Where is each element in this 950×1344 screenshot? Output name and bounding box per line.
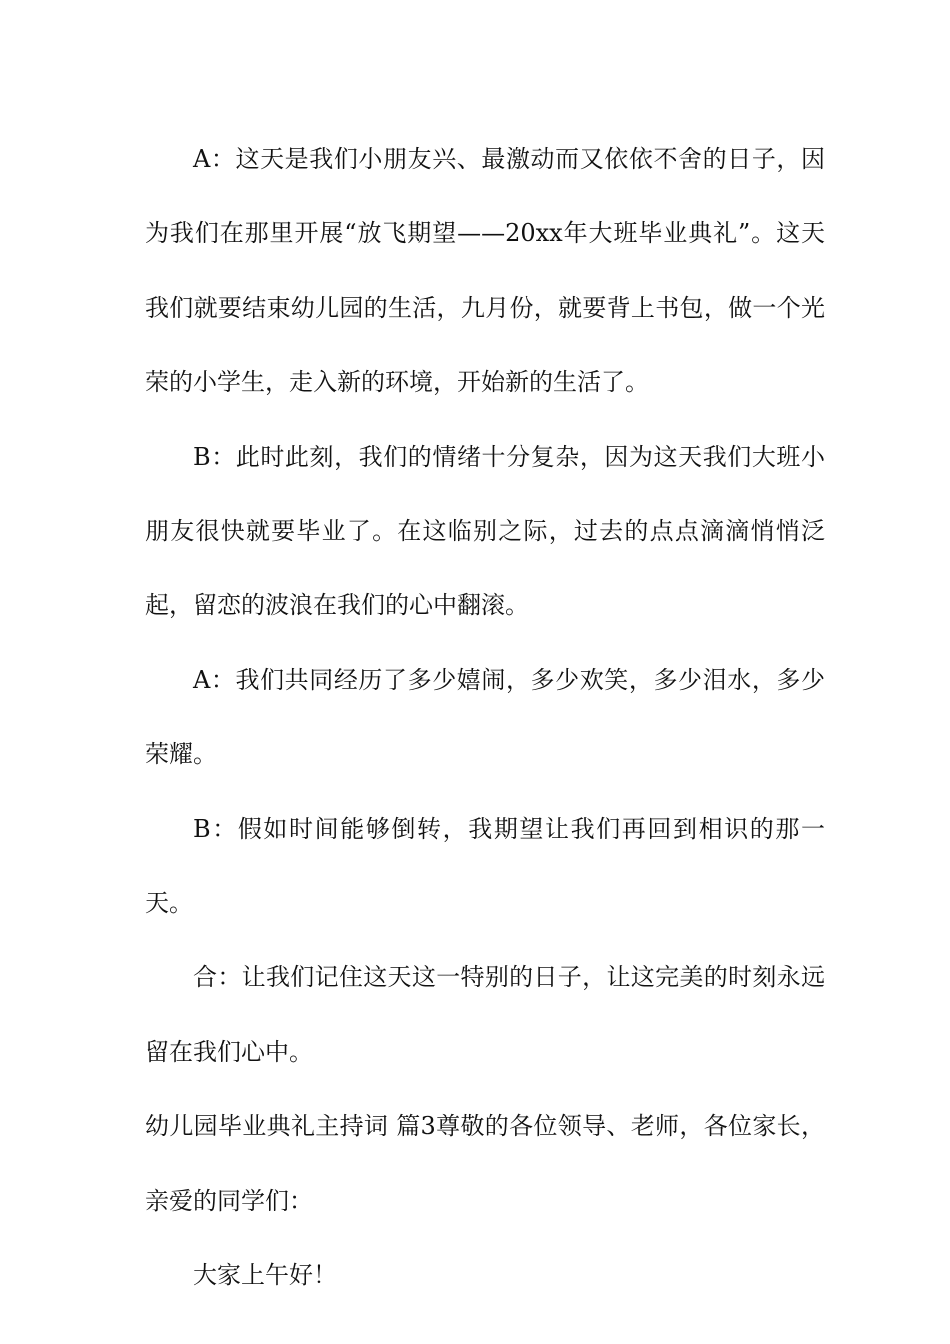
document-body [145,122,825,1313]
paragraph-host-b-feelings: B：此时此刻，我们的情绪十分复杂，因为这天我们大班小朋友很快就要毕业了。在这临别之际，过去的点点滴滴悄悄泛起，留恋的波浪在我们的心中翻滚。 [145,442,825,620]
paragraph-greeting: 大家上午好！ [193,1261,337,1290]
paragraph-host-a-opening: A：这天是我们小朋友兴、最激动而又依依不舍的日子，因为我们在那里开展“放飞期望——20xx年大班毕业典礼”。这天我们就要结束幼儿园的生活，九月份，就要背上书包，做一个光荣的小学生，走入新的环境，开始新的生活了。 [145,145,825,397]
paragraph-section-heading: 幼儿园毕业典礼主持词 篇3尊敬的各位领导、老师，各位家长，亲爱的同学们： [145,1112,825,1215]
paragraph-host-a-memories: A：我们共同经历了多少嬉闹，多少欢笑，多少泪水，多少荣耀。 [145,665,825,769]
paragraph-together: 合：让我们记住这天这一特别的日子，让这完美的时刻永远留在我们心中。 [145,963,825,1066]
paragraph-host-b-wish: B：假如时间能够倒转，我期望让我们再回到相识的那一天。 [145,814,825,918]
